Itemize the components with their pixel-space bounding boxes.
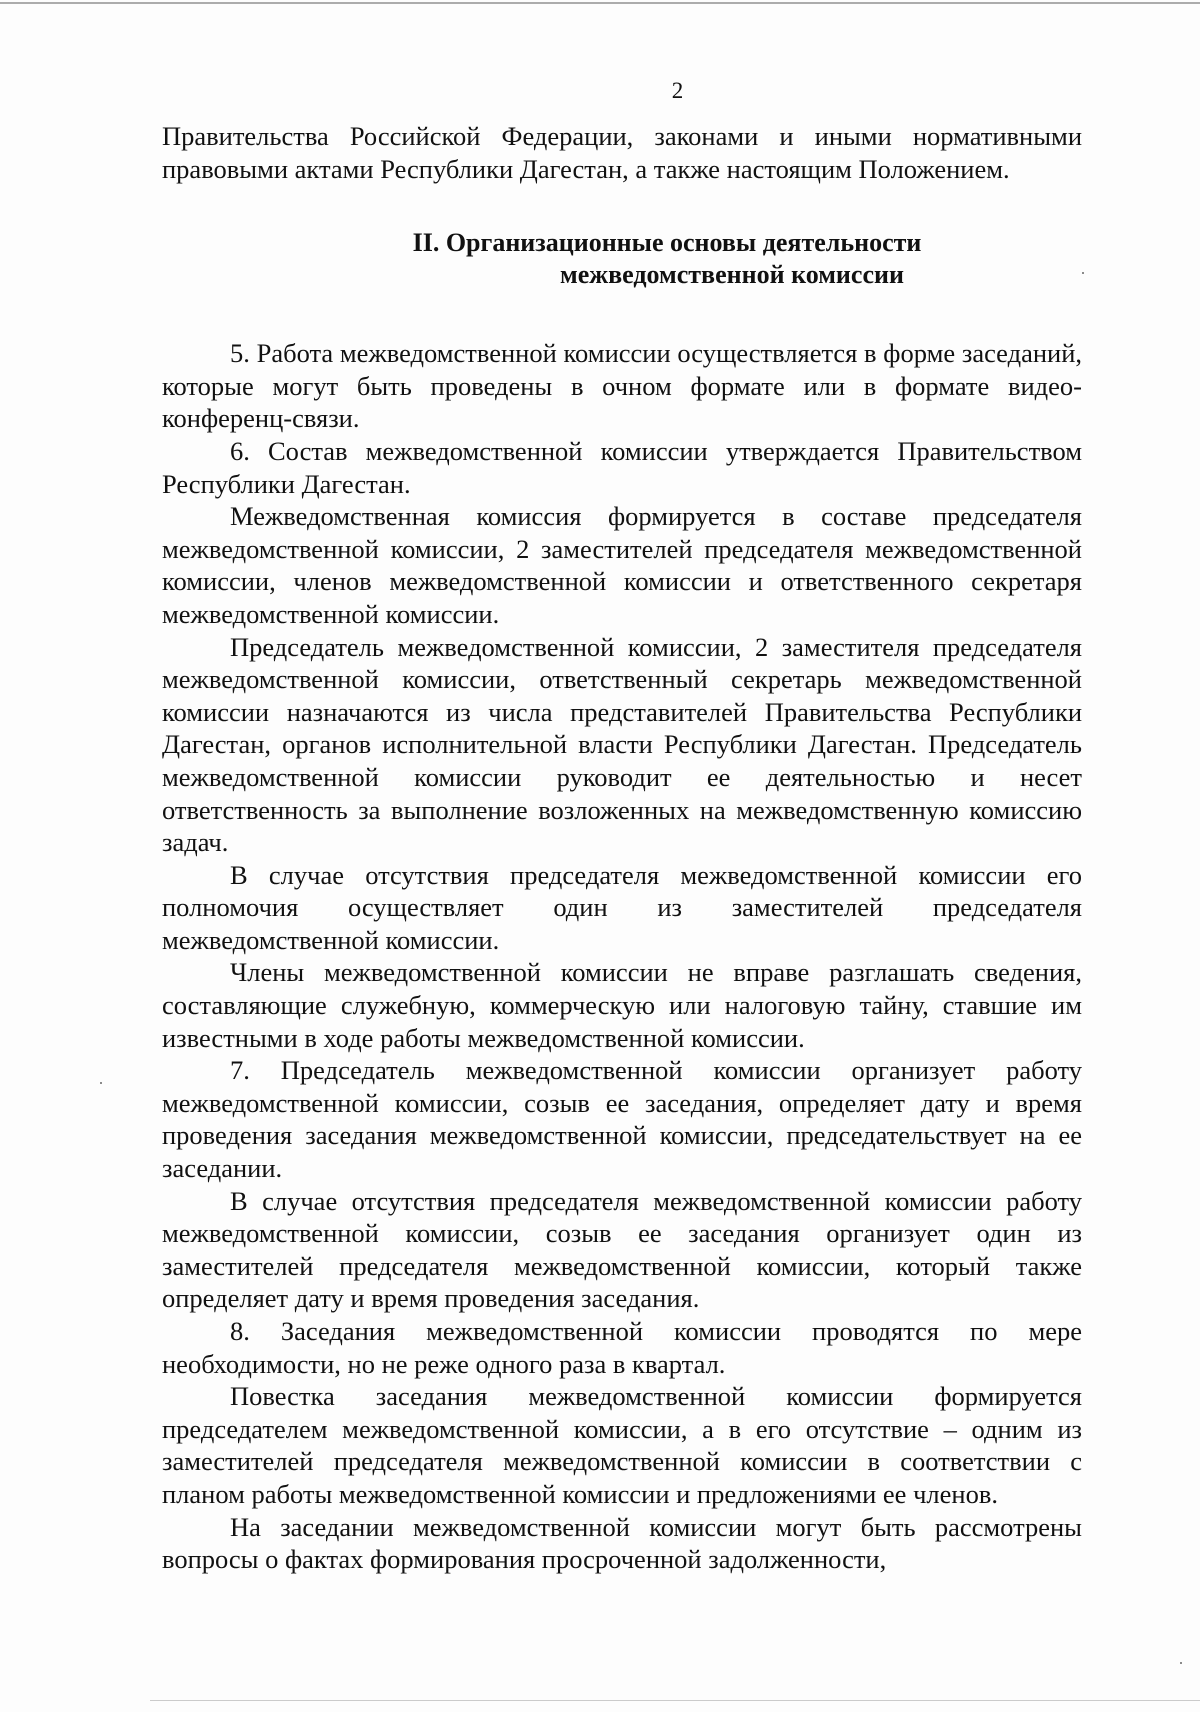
- scan-speck: [100, 1082, 102, 1084]
- scan-bottom-edge: [150, 1700, 1200, 1701]
- intro-paragraph: Правительства Российской Федерации, законами и иными нормативными правовыми актами Республики Дагестан, а также настоящим Положением.: [162, 121, 1082, 184]
- paragraph-item-6: 6. Состав межведомственной комиссии утверждается Правительством Республики Дагестан.: [162, 435, 1082, 499]
- paragraph-chairman-absence: В случае отсутствия председателя межведомственной комиссии его полномочия осуществляет один из заместителей председателя межведомственной комиссии.: [162, 859, 1082, 955]
- paragraph-commission-composition: Межведомственная комиссия формируется в составе председателя межведомственной комиссии, 2 заместителей председателя межведомственной комиссии, членов межведомственной комиссии и ответственного секретаря межведомственной комиссии.: [162, 501, 1082, 629]
- section-heading-line-2: межведомственной комиссии: [560, 260, 904, 290]
- scan-speck: [1180, 1662, 1182, 1664]
- paragraph-item-5: 5. Работа межведомственной комиссии осуществляется в форме заседаний, которые могут быть проведены в очном формате или в формате видео-конференц-связи.: [162, 338, 1082, 434]
- paragraph-agenda: Повестка заседания межведомственной комиссии формируется председателем межведомственной комиссии, а в его отсутствие – одним из заместителей председателя межведомственной комиссии в соответствии с планом работы межведомственной комиссии и предложениями ее членов.: [162, 1381, 1082, 1509]
- paragraph-item-7: 7. Председатель межведомственной комиссии организует работу межведомственной комиссии, созыв ее заседания, определяет дату и время проведения заседания межведомственной комиссии, председательствует на ее заседании.: [162, 1055, 1082, 1184]
- document-body: [162, 120, 1082, 1576]
- paragraph-chairman-appointment: Председатель межведомственной комиссии, 2 заместителя председателя межведомственной комиссии, ответственный секретарь межведомственной комиссии назначаются из числа представителей Правительства Республики Дагестан, органов исполнительной власти Республики Дагестан. Председатель межведомственной комиссии руководит ее деятельностью и несет ответственность за выполнение возложенных на межведомственную комиссию задач.: [162, 631, 1082, 858]
- scan-speck: [1082, 272, 1084, 274]
- paragraph-deputy-organizes: В случае отсутствия председателя межведомственной комиссии работу межведомственной комиссии, созыв ее заседания организует один из заместителей председателя межведомственной комиссии, который также определяет дату и время проведения заседания.: [162, 1185, 1082, 1314]
- section-heading-line-1: II. Организационные основы деятельности: [412, 228, 922, 258]
- section-heading: [162, 227, 1082, 291]
- paragraph-confidentiality: Члены межведомственной комиссии не вправе разглашать сведения, составляющие служебную, коммерческую или налоговую тайну, ставшие им известными в ходе работы межведомственной комиссии.: [162, 957, 1082, 1053]
- page-number: 2: [671, 78, 684, 103]
- paragraph-item-8: 8. Заседания межведомственной комиссии проводятся по мере необходимости, но не реже одного раза в квартал.: [162, 1316, 1082, 1379]
- paragraph-meeting-questions: На заседании межведомственной комиссии могут быть рассмотрены вопросы о фактах формирования просроченной задолженности,: [162, 1511, 1082, 1575]
- scan-top-edge: [0, 2, 1200, 4]
